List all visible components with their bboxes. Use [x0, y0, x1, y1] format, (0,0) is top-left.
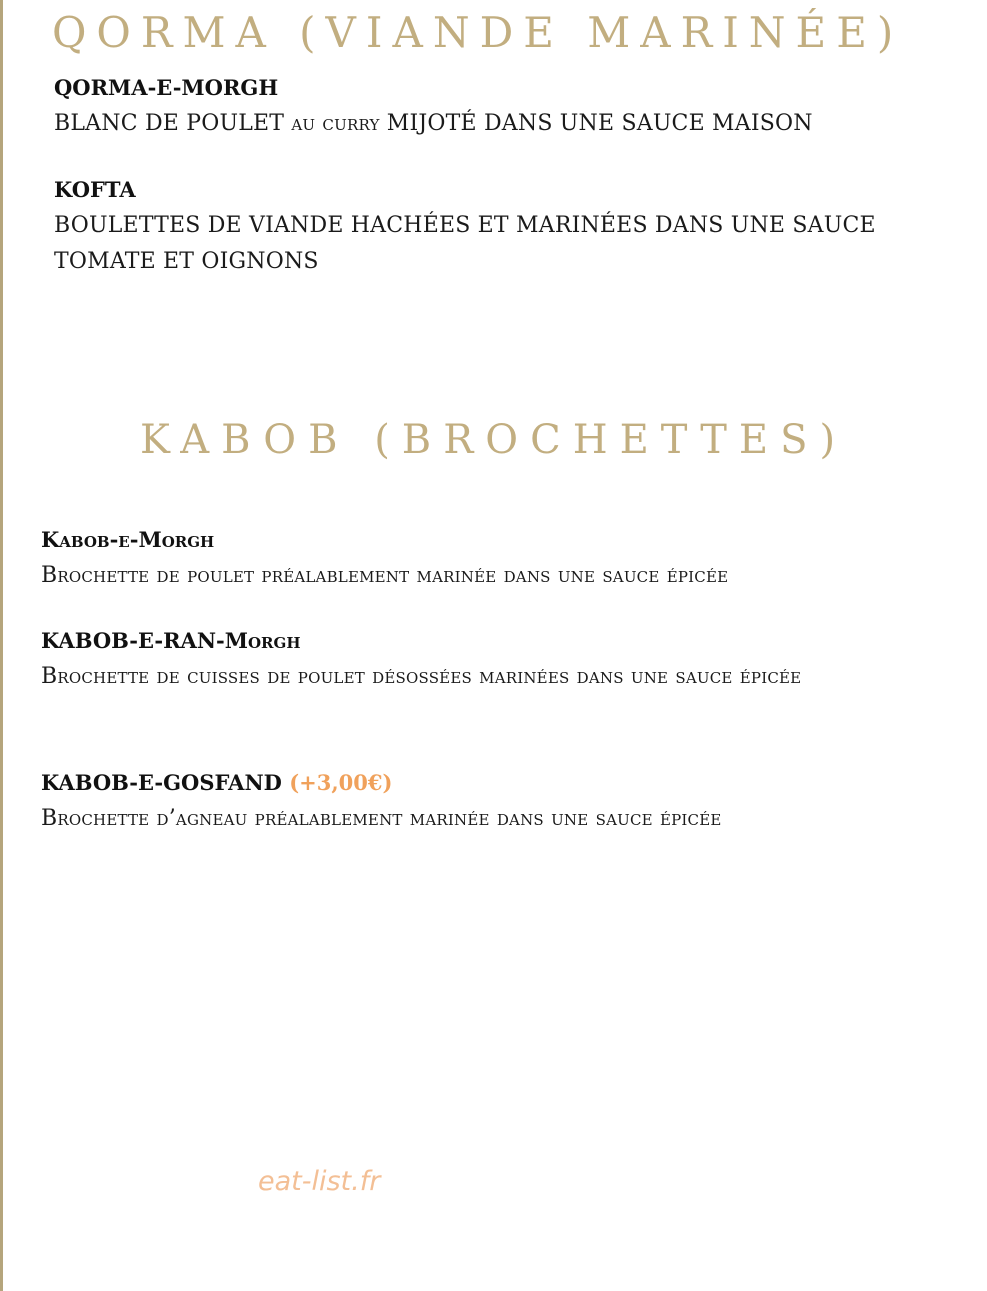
item-description: BLANC DE POULET au curry MIJOTÉ DANS UNE SAUCE MAISON: [54, 111, 813, 136]
menu-item-qorma-e-morgh: [54, 74, 954, 142]
section-title-kabob: KABOB (BROCHETTES): [140, 417, 848, 463]
left-border-rule: [0, 0, 3, 1291]
item-description: Brochette de cuisses de poulet désossées marinées dans une sauce épicée: [41, 664, 802, 689]
item-description: Brochette de poulet préalablement marinée dans une sauce épicée: [41, 563, 729, 588]
watermark: eat-list.fr: [258, 1166, 381, 1197]
item-description: BOULETTES DE VIANDE HACHÉES ET MARINÉES DANS UNE SAUCE TOMATE ET OIGNONS: [54, 213, 876, 274]
item-name: Kabob-e-Morgh: [41, 527, 215, 552]
menu-item-kabob-e-ran-morgh: [41, 627, 971, 695]
menu-item-kofta: [54, 176, 934, 280]
item-description: Brochette d’agneau préalablement marinée dans une sauce épicée: [41, 806, 722, 831]
menu-item-kabob-e-gosfand: [41, 769, 981, 837]
price-supplement: (+3,00€): [289, 770, 393, 795]
item-name: KOFTA: [54, 177, 136, 202]
item-name: KABOB-E-GOSFAND (+3,00€): [41, 770, 393, 795]
item-name: KABOB-E-RAN-Morgh: [41, 628, 301, 653]
section-title-qorma: QORMA (VIANDE MARINÉE): [52, 8, 904, 57]
item-name: QORMA-E-MORGH: [54, 75, 279, 100]
menu-item-kabob-e-morgh: [41, 526, 981, 594]
